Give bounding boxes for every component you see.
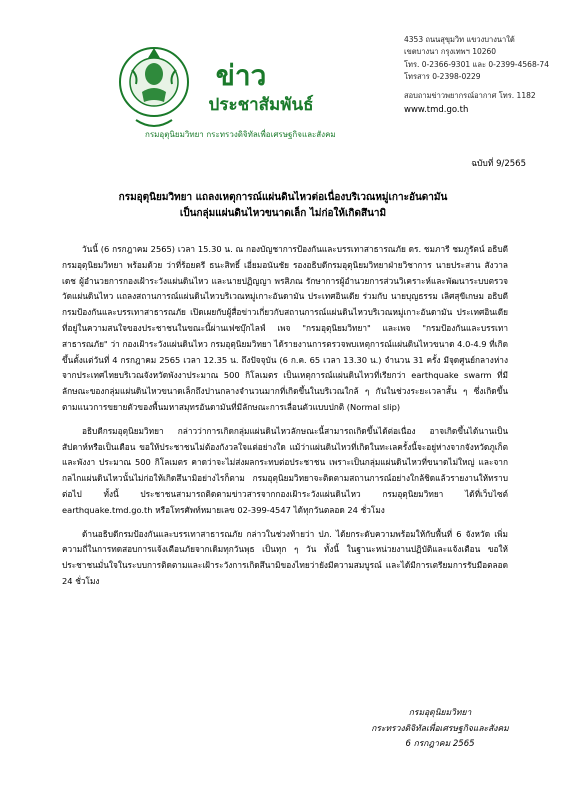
signature-ministry: กระทรวงดิจิทัลเพื่อเศรษฐกิจและสังคม	[371, 723, 509, 734]
press-release-body	[62, 242, 508, 598]
hotline-line: สอบถามข่าวพยากรณ์อากาศ โทร. 1182	[404, 90, 536, 100]
title-news: ข่าว	[215, 59, 267, 92]
paragraph-3: ด้านอธิบดีกรมป้องกันและบรรเทาสาธารณภัย กล่าวในช่วงท้ายว่า ปภ. ได้ยกระดับความพร้อมให้กับพื้นที่ 6 จังหวัด เพิ่มความถี่ในการทดสอบการแจ้งเตือนภัยจากเดิมทุกวันพุธ เป็นทุก ๆ วัน ทั้งนี้ ในฐานะหน่วยงานปฏิบัติและแจ้งเตือน ขอให้ประชาชนมั่นใจในระบบการติดตามและเฝ้าระวังการเกิดสึนามิของไทยว่ายังมีความสมบูรณ์ และได้มีการเตรียมการรับมือตลอด 24 ชั่วโมง	[62, 528, 508, 586]
title-public-relations: ประชาสัมพันธ์	[208, 95, 314, 115]
issue-number: ฉบับที่ 9/2565	[471, 159, 526, 169]
website-link[interactable]: www.tmd.go.th	[404, 105, 469, 116]
fax-line: โทรสาร 0-2398-0229	[404, 72, 481, 82]
paragraph-1: วันนี้ (6 กรกฎาคม 2565) เวลา 15.30 น. ณ กองบัญชาการป้องกันและบรรเทาสาธารณภัย ดร. ชมภารี ชมภูรัตน์ อธิบดีกรมอุตุนิยมวิทยา พร้อมด้วย ว่าที่ร้อยตรี ธนะสิทธิ์ เอี่ยมอนันชัย รองอธิบดีกรมอุตุนิยมวิทยาฝ่ายวิชาการ นายประสาน สังวาลเดช ผู้อำนวยการกองเฝ้าระวังแผ่นดินไหว และนายปฏิญญา พรสิภณ รักษาการผู้อำนวยการส่วนวิเคราะห์และพัฒนาระบบตรวจวัดแผ่นดินไหว แถลงสถานการณ์แผ่นดินไหวบริเวณหมู่เกาะอันดามัน ประเทศอินเดีย ร่วมกับ นายบุญธรรม เลิศสุขีเกษม อธิบดีกรมป้องกันและบรรเทาสาธารณภัย เปิดเผยกับผู้สื่อข่าวเกี่ยวกับสถานการณ์แผ่นดินไหวบริเวณหมู่เกาะอันดามัน ประเทศอินเดีย ที่อยู่ในความสนใจของประชาชนในขณะนี้ผ่านเฟซบุ๊กไลฟ์ เพจ "กรมอุตุนิยมวิทยา" และเพจ "กรมป้องกันและบรรเทาสาธารณภัย" ว่า กองเฝ้าระวังแผ่นดินไหว กรมอุตุนิยมวิทยา ได้รายงานการตรวจพบเหตุการณ์แผ่นดินไหวขนาด 4.0-4.9 ที่เกิดขึ้นตั้งแต่วันที่ 4 กรกฎาคม 2565 เวลา 12.35 น. ถึงปัจจุบัน (6 ก.ค. 65 เวลา 13.30 น.) จำนวน 31 ครั้ง มีจุดศูนย์กลางห่างจากประเทศไทยบริเวณจังหวัดพังงาประมาณ 500 กิโลเมตร เป็นเหตุการณ์แผ่นดินไหวที่เรียกว่า earthquake swarm ที่มีลักษณะของกลุ่มแผ่นดินไหวขนาดเล็กถึงปานกลางจำนวนมากที่เกิดขึ้นในบริเวณใกล้ ๆ กันในช่วงระยะเวลาสั้น ๆ ซึ่งเกิดขึ้นตามแนวการขยายตัวของพื้นมหาสมุทรอันดามันที่มีลักษณะการเลื่อนตัวแบบปกติ (Normal slip)	[62, 244, 508, 412]
phone-line: โทร. 0-2366-9301 และ 0-2399-4568-74	[404, 59, 549, 69]
headline	[60, 190, 506, 222]
signature-org: กรมอุตุนิยมวิทยา	[408, 708, 472, 718]
signature-block	[340, 706, 540, 753]
headline-line-2: เป็นกลุ่มแผ่นดินไหวขนาดเล็ก ไม่ก่อให้เกิดสึนามิ	[179, 208, 387, 219]
department-line: กรมอุตุนิยมวิทยา กระทรวงดิจิทัลเพื่อเศรษฐกิจและสังคม	[145, 130, 336, 139]
signature-date: 6 กรกฎาคม 2565	[405, 739, 475, 749]
address-line-1: 4353 ถนนสุขุมวิท แขวงบางนาใต้	[404, 35, 515, 44]
paragraph-2: อธิบดีกรมอุตุนิยมวิทยา กล่าวว่าการเกิดกลุ่มแผ่นดินไหวลักษณะนี้สามารถเกิดขึ้นได้ต่อเนื่อง อาจเกิดขึ้นได้นานเป็นสัปดาห์หรือเป็นเดือน ขอให้ประชาชนไม่ต้องกังวลใจแต่อย่างใด แม้ว่าแผ่นดินไหวที่เกิดในทะเลครั้งนี้จะอยู่ห่างจากจังหวัดภูเก็ตและพังงา ประมาณ 500 กิโลเมตร คาดว่าจะไม่ส่งผลกระทบต่อประชาชน เพราะเป็นกลุ่มแผ่นดินไหวที่ขนาดไม่ใหญ่ และจากกลไกแผ่นดินไหวนั้นไม่ก่อให้เกิดสึนามิอย่างไรก็ตาม กรมอุตุนิยมวิทยาจะติดตามสถานการณ์อย่างใกล้ชิดแล้วรายงานให้ทราบต่อไป ทั้งนี้ ประชาชนสามารถติดตามข่าวสารจากกองเฝ้าระวังแผ่นดินไหว กรมอุตุนิยมวิทยา ได้ที่เว็บไซต์ earthquake.tmd.go.th หรือโทรศัพท์หมายเลข 02-399-4547 ได้ทุกวันตลอด 24 ชั่วโมง	[62, 425, 508, 515]
tmd-emblem-icon	[118, 40, 190, 136]
headline-line-1: กรมอุตุนิยมวิทยา แถลงเหตุการณ์แผ่นดินไหวต่อเนื่องบริเวณหมู่เกาะอันดามัน	[118, 192, 448, 203]
address-line-2: เขตบางนา กรุงเทพฯ 10260	[404, 47, 497, 57]
letterhead	[0, 0, 566, 150]
contact-block	[404, 34, 554, 116]
